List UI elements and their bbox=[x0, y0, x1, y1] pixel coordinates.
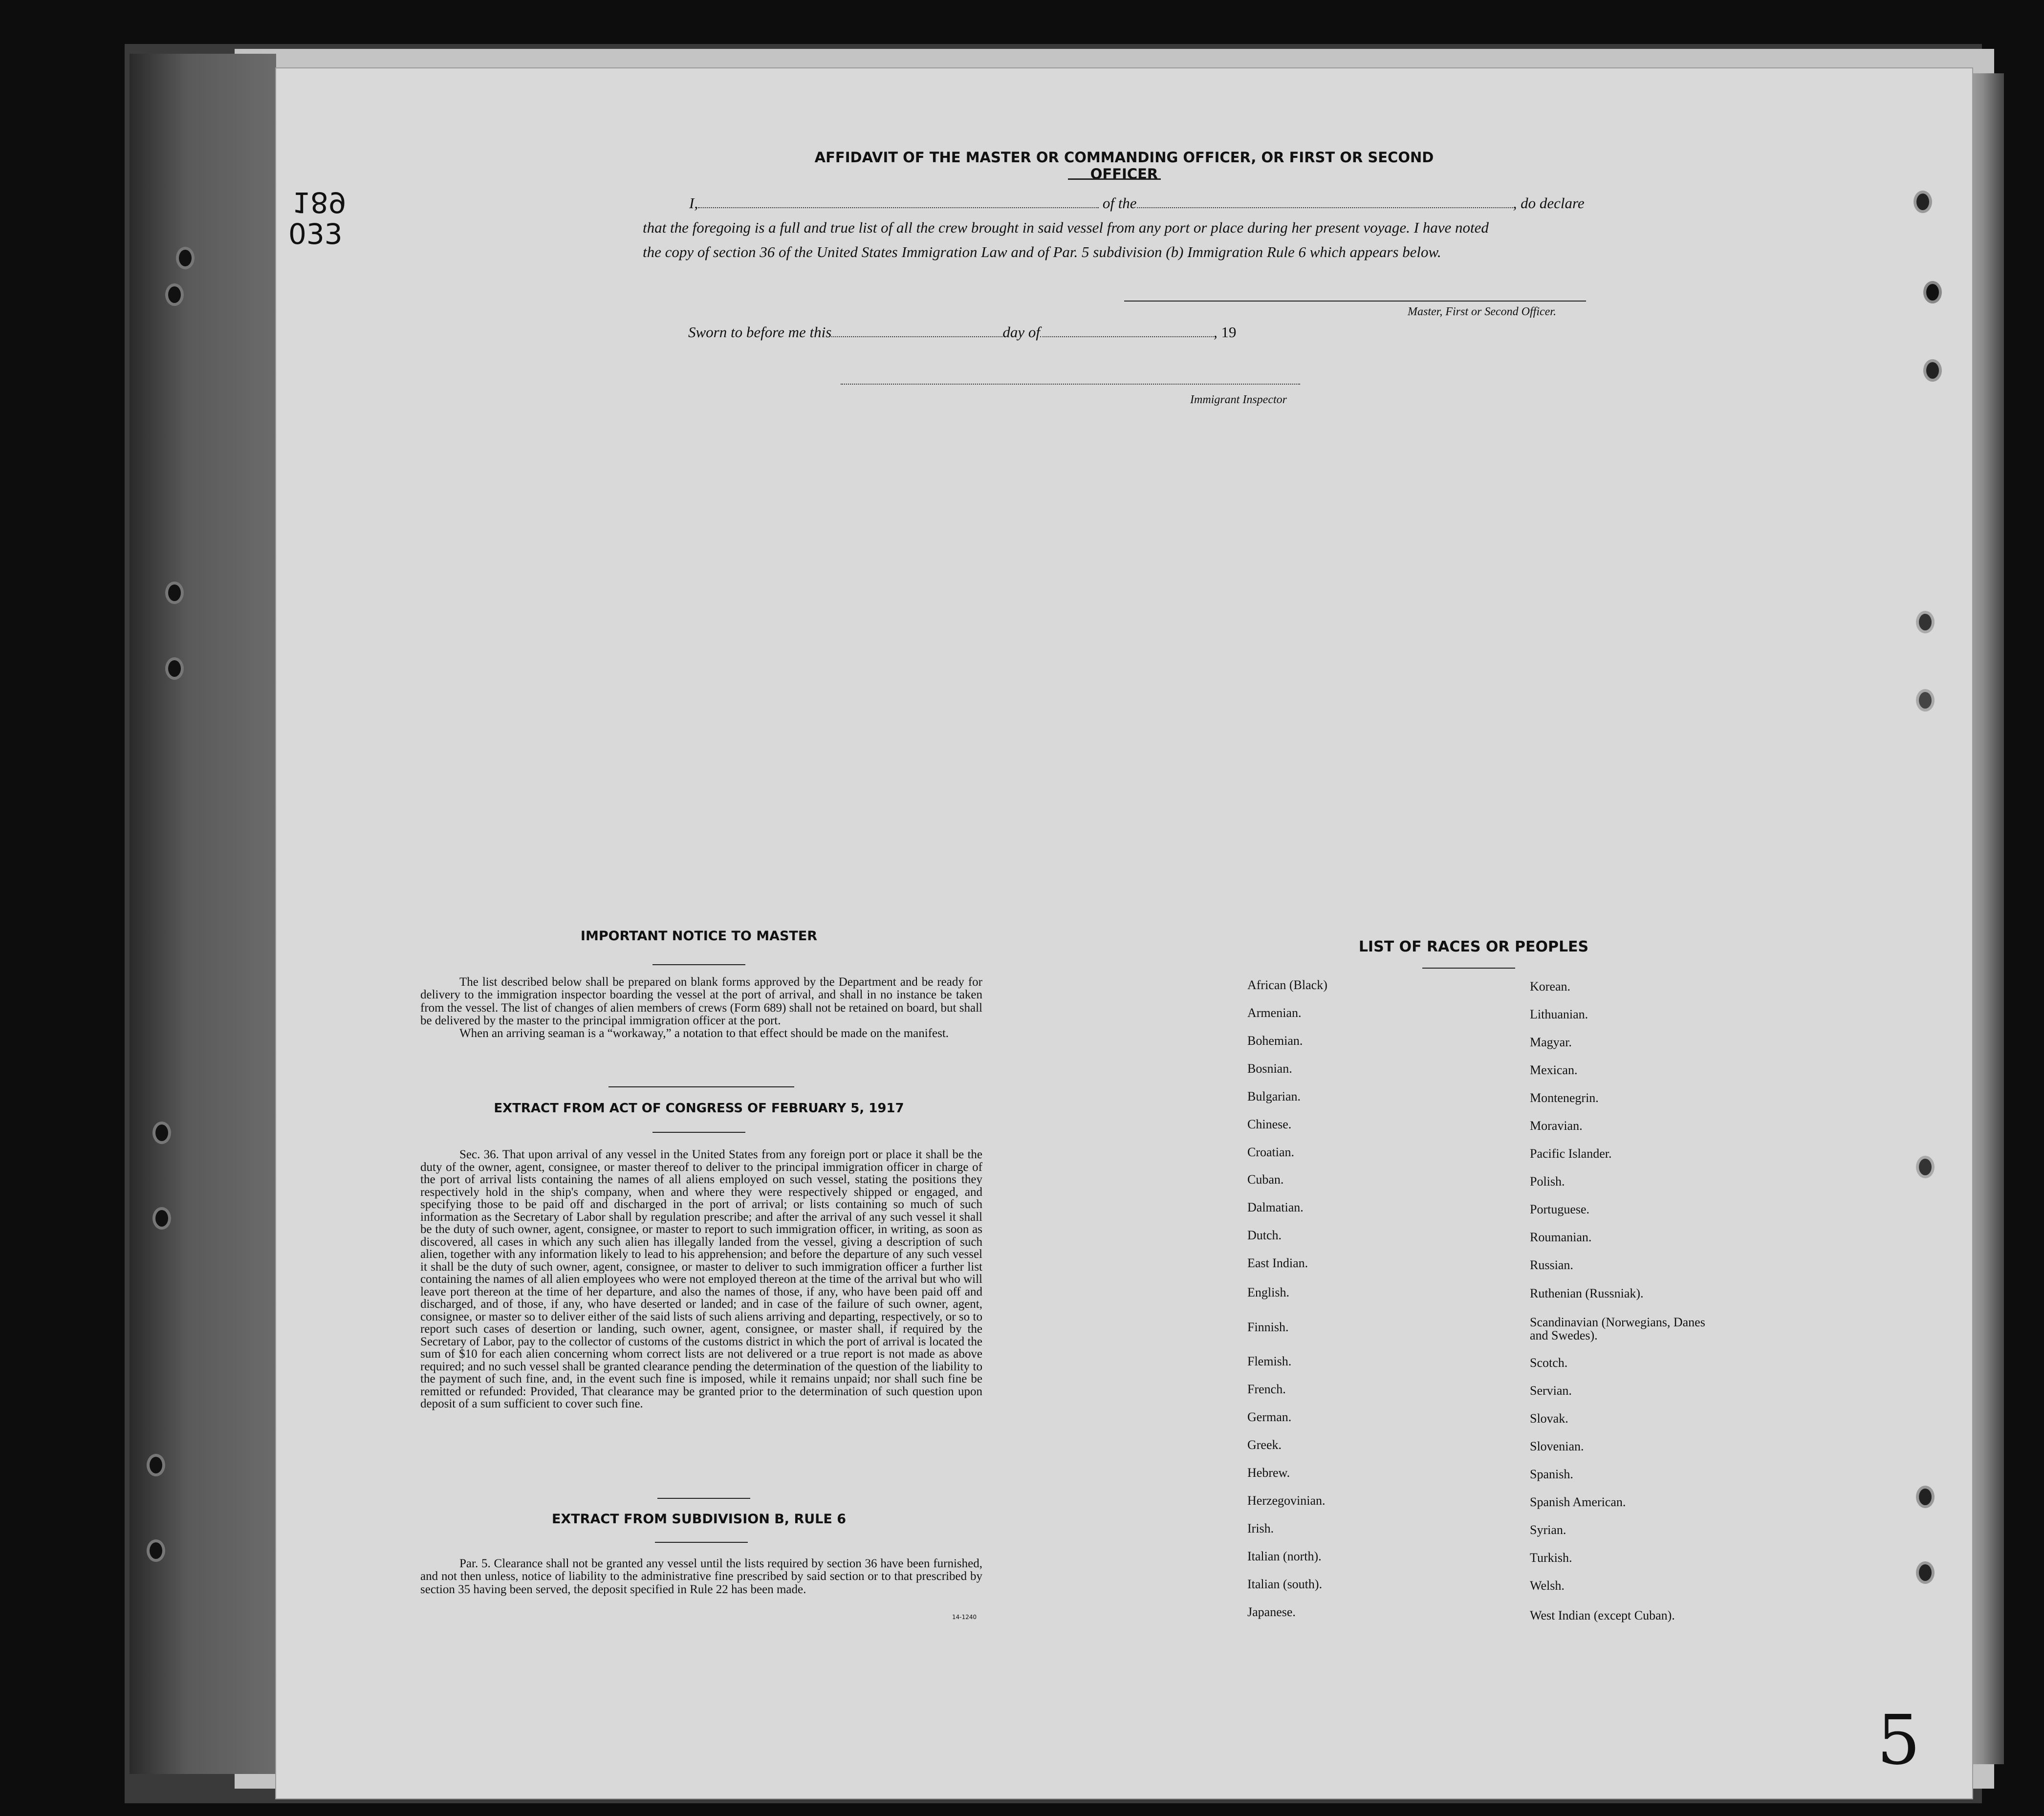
form-number: 14-1240 bbox=[952, 1614, 977, 1621]
sworn-line bbox=[688, 324, 1236, 341]
race-item: Flemish. bbox=[1247, 1354, 1292, 1368]
races-title-underline bbox=[1422, 968, 1515, 969]
sworn-month-blank[interactable] bbox=[1040, 326, 1214, 337]
affidavit-declaration-line-1 bbox=[689, 195, 1588, 212]
race-item: Slovenian. bbox=[1530, 1439, 1584, 1453]
race-item: Polish. bbox=[1530, 1174, 1565, 1189]
extract-act-body bbox=[420, 1148, 982, 1410]
race-item: Turkish. bbox=[1530, 1551, 1572, 1565]
race-item: Welsh. bbox=[1530, 1578, 1565, 1593]
race-item: West Indian (except Cuban). bbox=[1530, 1608, 1675, 1622]
affidavit-of-the-label: of the bbox=[1102, 195, 1137, 212]
race-item: Spanish. bbox=[1530, 1467, 1573, 1481]
race-item: Hebrew. bbox=[1247, 1466, 1290, 1480]
notice-divider bbox=[609, 1086, 794, 1087]
punch-hole-icon bbox=[1914, 191, 1932, 213]
notice-body bbox=[420, 976, 982, 1040]
race-item: Roumanian. bbox=[1530, 1230, 1592, 1244]
races-title: LIST OF RACES OR PEOPLES bbox=[1358, 938, 1589, 955]
race-item: Pacific Islander. bbox=[1530, 1146, 1612, 1161]
race-item: Cuban. bbox=[1247, 1172, 1284, 1187]
inspector-signature-line[interactable] bbox=[841, 384, 1300, 385]
punch-hole-icon bbox=[1916, 611, 1935, 633]
race-item: Finnish. bbox=[1247, 1320, 1289, 1334]
race-item: Herzegovinian. bbox=[1247, 1493, 1326, 1508]
extract-rule-title: EXTRACT FROM SUBDIVISION B, RULE 6 bbox=[551, 1512, 847, 1527]
sworn-prefix: Sworn to before me this bbox=[688, 324, 832, 341]
sworn-year-label: , 19 bbox=[1213, 324, 1237, 341]
race-item: Chinese. bbox=[1247, 1117, 1292, 1131]
race-item: Spanish American. bbox=[1530, 1495, 1626, 1509]
affidavit-declare-label: , do declare bbox=[1513, 195, 1585, 212]
race-item: Croatian. bbox=[1247, 1145, 1295, 1159]
extract-act-title: EXTRACT FROM ACT OF CONGRESS OF FEBRUARY 5, 1917 bbox=[494, 1101, 904, 1116]
punch-hole-icon bbox=[1916, 1561, 1935, 1584]
notice-title-underline bbox=[652, 964, 745, 965]
race-item: Scandinavian (Norwegians, Danes and Swedes). bbox=[1530, 1315, 1705, 1343]
affidavit-title: AFFIDAVIT OF THE MASTER OR COMMANDING OFFICER, OR FIRST OR SECOND OFFICER bbox=[814, 149, 1434, 182]
affidavit-i-label: I, bbox=[689, 195, 698, 212]
race-item: Servian. bbox=[1530, 1384, 1572, 1398]
extract-rule-body bbox=[420, 1557, 982, 1596]
race-item: Irish. bbox=[1247, 1521, 1274, 1535]
master-signature-label: Master, First or Second Officer. bbox=[1408, 305, 1556, 318]
vessel-name-blank[interactable] bbox=[1137, 197, 1513, 208]
notice-paragraph-2: When an arriving seaman is a “workaway,” a notation to that effect should be made on the manifest. bbox=[459, 1027, 949, 1040]
affidavit-declaration-line-3: the copy of section 36 of the United States Immigration Law and of Par. 5 subdivision (b) Immigration Rule 6 which appears below. bbox=[643, 243, 1441, 260]
punch-hole-icon bbox=[152, 1207, 171, 1230]
race-item: Bulgarian. bbox=[1247, 1089, 1301, 1103]
punch-hole-icon bbox=[147, 1454, 165, 1476]
race-item: Japanese. bbox=[1247, 1605, 1296, 1619]
race-item: Dalmatian. bbox=[1247, 1200, 1304, 1214]
race-item: Mexican. bbox=[1530, 1063, 1578, 1077]
race-item: Russian. bbox=[1530, 1258, 1573, 1272]
punch-hole-icon bbox=[1916, 1156, 1935, 1178]
punch-hole-icon bbox=[152, 1122, 171, 1144]
race-item: Bohemian. bbox=[1247, 1034, 1303, 1048]
punch-hole-icon bbox=[165, 582, 184, 604]
section-36-text: Sec. 36. That upon arrival of any vessel in the United States from any foreign port or place it shall be the duty of the owner, agent, consignee, or master thereof to deliver to the principal immigration officer in charge of the port of arrival lists containing the names of all aliens employed on such vessel, stating the positions they respectively hold in the ship's company, when and where they were respectively shipped or engaged, and specifying those to be paid off and discharged in the port of arrival; or lists containing so much of such information as the Secretary of Labor shall by regulation prescribe; and after the arrival of any such vessel it shall be the duty of such owner, agent, consignee, or master to report to such immigration officer, in writing, as soon as discovered, all cases in which any such alien has illegally landed from the vessel, giving a description of such alien, together with any information likely to lead to his apprehension; and before the departure of any such vessel it shall be the duty of such owner, agent, consignee, or master to deliver to such immigration officer a further list containing the names of all alien employees who were not employed thereon at the time of the arrival but who will leave port thereon at the time of her departure, and also the names of those, if any, who have been paid off and discharged, and of those, if any, who have deserted or landed; and in case of the failure of such owner, agent, consignee, or master so to deliver either of the said lists of such aliens arriving and departing, respectively, or so to report such cases of desertion or landing, such owner, agent, consignee, or master shall, if required by the Secretary of Labor, pay to the collector of customs of the customs district in which the port of arrival is located the sum of $10 for each alien concerning whom correct lists are not delivered or a true report is not made as above required; and no such vessel shall be granted clearance pending the determination of the question of the liability to the payment of such fine, and, in the event such fine is imposed, while it remains unpaid; nor shall such fine be remitted or refunded: Provided, That clearance may be granted prior to the determination of such question upon deposit of a sum sufficient to cover such fine. bbox=[420, 1148, 982, 1410]
punch-hole-icon bbox=[1916, 689, 1935, 712]
extract-act-divider bbox=[657, 1498, 750, 1499]
punch-hole-icon bbox=[1923, 281, 1942, 303]
race-item: German. bbox=[1247, 1410, 1292, 1424]
race-item: Montenegrin. bbox=[1530, 1091, 1599, 1105]
punch-hole-icon bbox=[1916, 1486, 1935, 1508]
extract-act-underline bbox=[652, 1132, 745, 1133]
master-signature-line[interactable] bbox=[1124, 301, 1586, 302]
margin-number-lower: 033 bbox=[288, 217, 343, 251]
race-item: Magyar. bbox=[1530, 1035, 1572, 1049]
race-item: Lithuanian. bbox=[1530, 1007, 1588, 1021]
race-item: Korean. bbox=[1530, 979, 1571, 994]
race-item: Italian (north). bbox=[1247, 1549, 1322, 1563]
race-item: French. bbox=[1247, 1382, 1286, 1396]
race-item: Scotch. bbox=[1530, 1356, 1568, 1370]
race-item: Ruthenian (Russniak). bbox=[1530, 1286, 1644, 1300]
title-underline bbox=[1068, 178, 1161, 180]
sworn-day-label: day of bbox=[1002, 324, 1040, 341]
race-item: Bosnian. bbox=[1247, 1061, 1292, 1076]
race-item: Dutch. bbox=[1247, 1228, 1282, 1242]
notice-title: IMPORTANT NOTICE TO MASTER bbox=[580, 929, 818, 944]
race-item: Portuguese. bbox=[1530, 1202, 1590, 1216]
punch-hole-icon bbox=[165, 657, 184, 680]
race-item: East Indian. bbox=[1247, 1256, 1308, 1270]
sworn-day-blank[interactable] bbox=[831, 326, 1002, 337]
race-item: Moravian. bbox=[1530, 1119, 1583, 1133]
race-item: Syrian. bbox=[1530, 1523, 1566, 1537]
punch-hole-icon bbox=[165, 283, 184, 306]
affidavit-declaration-line-2: that the foregoing is a full and true list of all the crew brought in said vessel from any port or place during her present voyage. I have noted bbox=[643, 219, 1489, 236]
name-blank[interactable] bbox=[698, 197, 1099, 208]
race-item: Slovak. bbox=[1530, 1411, 1568, 1426]
punch-hole-icon bbox=[176, 247, 195, 269]
margin-number-upper: 189 bbox=[292, 186, 347, 219]
race-item: Italian (south). bbox=[1247, 1577, 1323, 1591]
punch-hole-icon bbox=[147, 1539, 165, 1562]
par-5-text: Par. 5. Clearance shall not be granted any vessel until the lists required by section 36 have been furnished, and not then unless, notice of liability to the administrative fine prescribed by said section or to that prescribed by section 35 having been served, the deposit specified in Rule 22 has been made. bbox=[420, 1557, 982, 1596]
race-item: Armenian. bbox=[1247, 1006, 1302, 1020]
race-item: African (Black) bbox=[1247, 978, 1327, 992]
bottom-right-handwritten-number: 5 bbox=[1877, 1701, 1921, 1780]
extract-rule-underline bbox=[655, 1542, 748, 1543]
punch-hole-icon bbox=[1923, 359, 1942, 382]
race-item: English. bbox=[1247, 1285, 1289, 1299]
race-item: Greek. bbox=[1247, 1438, 1282, 1452]
inspector-label: Immigrant Inspector bbox=[1190, 393, 1287, 406]
binder-edge bbox=[130, 54, 276, 1774]
notice-paragraph-1: The list described below shall be prepared on blank forms approved by the Department and be ready for delivery to the immigration inspector boarding the vessel at the port of arrival, and shall in no instance be taken from the vessel. The list of changes of alien members of crews (Form 689) shall not be retained on board, but shall be delivered by the master to the principal immigration officer at the port. bbox=[420, 975, 982, 1027]
